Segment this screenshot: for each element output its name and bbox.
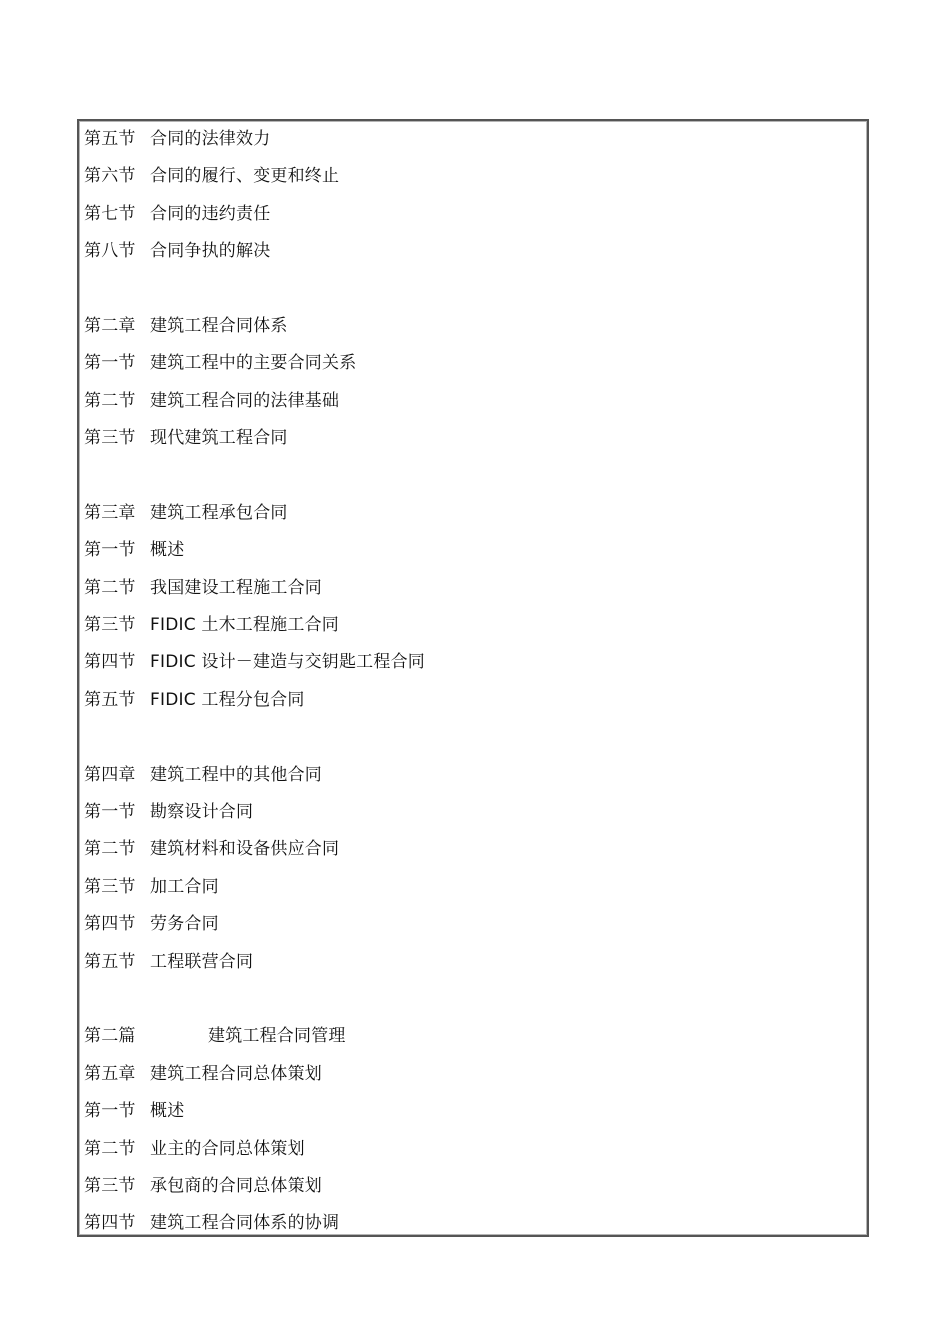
toc-entry bbox=[84, 1018, 425, 1055]
toc-entry-title: 承包商的合同总体策划 bbox=[150, 1175, 322, 1196]
toc-entry-title: 建筑工程合同总体策划 bbox=[150, 1063, 322, 1084]
toc-entry-number: 第三节 bbox=[84, 1175, 136, 1196]
toc-entry-number: 第四节 bbox=[84, 914, 136, 935]
toc-entry-number: 第二节 bbox=[84, 1138, 136, 1159]
toc-entry-title: 建筑工程中的其他合同 bbox=[150, 764, 322, 785]
toc-entry bbox=[84, 383, 425, 420]
toc-entry bbox=[84, 1093, 425, 1130]
toc-entry bbox=[84, 233, 425, 270]
toc-entry-number: 第一节 bbox=[84, 540, 136, 561]
toc-entry bbox=[84, 944, 425, 981]
blank-line bbox=[84, 271, 425, 308]
toc-entry bbox=[84, 1168, 425, 1205]
toc-entry bbox=[84, 345, 425, 382]
toc-entry-number: 第七节 bbox=[84, 203, 136, 224]
toc-entry bbox=[84, 869, 425, 906]
toc-entry-title: 业主的合同总体策划 bbox=[150, 1138, 305, 1159]
toc-entry bbox=[84, 420, 425, 457]
toc-entry bbox=[84, 1056, 425, 1093]
toc-entry-number: 第四章 bbox=[84, 764, 136, 785]
toc-entry bbox=[84, 1205, 425, 1242]
toc-entry bbox=[84, 158, 425, 195]
toc-entry-number: 第三节 bbox=[84, 876, 136, 897]
toc-entry bbox=[84, 532, 425, 569]
toc-entry-title: FIDIC 土木工程施工合同 bbox=[150, 615, 339, 636]
toc-entry-title: 合同争执的解决 bbox=[150, 241, 271, 262]
toc-entry-number: 第二节 bbox=[84, 577, 136, 598]
toc-entry-title: 建筑工程合同的法律基础 bbox=[150, 390, 340, 411]
toc-entry-title: 工程联营合同 bbox=[150, 951, 254, 972]
toc-entry-title: 勘察设计合同 bbox=[150, 802, 254, 823]
table-of-contents bbox=[84, 121, 425, 1243]
toc-entry-title: 概述 bbox=[150, 540, 185, 561]
toc-entry bbox=[84, 682, 425, 719]
toc-entry bbox=[84, 607, 425, 644]
toc-entry bbox=[84, 495, 425, 532]
toc-entry bbox=[84, 757, 425, 794]
toc-entry-number: 第八节 bbox=[84, 241, 136, 262]
toc-entry bbox=[84, 1131, 425, 1168]
toc-entry-number: 第二篇 bbox=[84, 1026, 136, 1047]
toc-entry bbox=[84, 644, 425, 681]
blank-line bbox=[84, 981, 425, 1018]
blank-line bbox=[84, 458, 425, 495]
toc-entry bbox=[84, 308, 425, 345]
toc-entry-number: 第二节 bbox=[84, 839, 136, 860]
toc-entry-title: 合同的履行、变更和终止 bbox=[150, 166, 340, 187]
toc-entry-title: 建筑材料和设备供应合同 bbox=[150, 839, 340, 860]
toc-entry-title: 加工合同 bbox=[150, 876, 219, 897]
toc-entry bbox=[84, 570, 425, 607]
toc-entry-title: 建筑工程合同管理 bbox=[208, 1026, 346, 1047]
toc-entry-title: 合同的违约责任 bbox=[150, 203, 271, 224]
document-frame bbox=[77, 119, 869, 1237]
toc-entry bbox=[84, 831, 425, 868]
toc-entry-number: 第三节 bbox=[84, 615, 136, 636]
toc-entry-number: 第三节 bbox=[84, 428, 136, 449]
toc-entry-title: 建筑工程合同体系 bbox=[150, 315, 288, 336]
toc-entry-number: 第五章 bbox=[84, 1063, 136, 1084]
toc-entry-number: 第一节 bbox=[84, 353, 136, 374]
toc-entry-title: 劳务合同 bbox=[150, 914, 219, 935]
toc-entry-number: 第二节 bbox=[84, 390, 136, 411]
toc-entry bbox=[84, 794, 425, 831]
toc-entry-number: 第二章 bbox=[84, 315, 136, 336]
toc-entry-number: 第五节 bbox=[84, 689, 136, 710]
toc-entry-title: 我国建设工程施工合同 bbox=[150, 577, 322, 598]
toc-entry-number: 第一节 bbox=[84, 1101, 136, 1122]
toc-entry-title: 合同的法律效力 bbox=[150, 129, 271, 149]
toc-entry bbox=[84, 121, 425, 158]
toc-entry bbox=[84, 196, 425, 233]
toc-entry-title: 建筑工程合同体系的协调 bbox=[150, 1213, 340, 1234]
toc-entry-number: 第五节 bbox=[84, 951, 136, 972]
toc-entry-number: 第六节 bbox=[84, 166, 136, 187]
toc-entry-title: 建筑工程承包合同 bbox=[150, 502, 288, 523]
toc-entry-number: 第一节 bbox=[84, 802, 136, 823]
blank-line bbox=[84, 719, 425, 756]
toc-entry-title: 概述 bbox=[150, 1101, 185, 1122]
toc-entry-number: 第四节 bbox=[84, 652, 136, 673]
toc-entry-number: 第四节 bbox=[84, 1213, 136, 1234]
toc-entry bbox=[84, 906, 425, 943]
toc-entry-title: 现代建筑工程合同 bbox=[150, 428, 288, 449]
toc-entry-number: 第五节 bbox=[84, 129, 136, 149]
toc-entry-title: FIDIC 设计－建造与交钥匙工程合同 bbox=[150, 652, 425, 673]
toc-entry-number: 第三章 bbox=[84, 502, 136, 523]
toc-entry-title: 建筑工程中的主要合同关系 bbox=[150, 353, 357, 374]
toc-entry-title: FIDIC 工程分包合同 bbox=[150, 689, 305, 710]
